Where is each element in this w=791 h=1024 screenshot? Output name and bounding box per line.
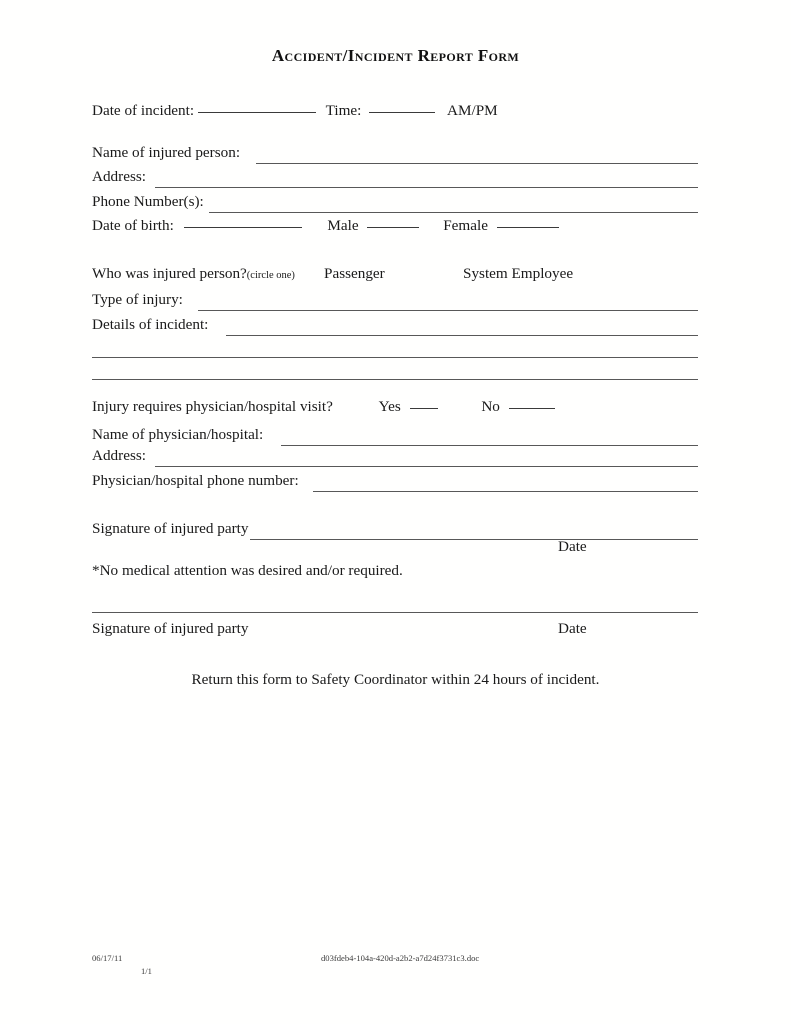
time-input[interactable] [369,112,435,113]
date-of-incident-label: Date of incident: [92,102,195,119]
yes-checkbox-blank[interactable] [410,408,438,409]
circle-one-note: (circle one) [246,270,295,281]
phone-numbers-label: Phone Number(s): [92,193,204,210]
name-of-physician-input[interactable] [281,445,698,446]
field-row-date-of-incident [92,103,498,118]
type-of-injury-input[interactable] [198,310,698,311]
address-input[interactable] [155,187,698,188]
address-label: Address: [92,168,146,185]
no-medical-attention-note: *No medical attention was desired and/or required. [92,562,403,579]
date-label-1: Date [558,538,587,555]
time-label: Time: [325,102,362,119]
physician-phone-label: Physician/hospital phone number: [92,472,299,489]
no-checkbox-blank[interactable] [509,408,555,409]
footer-filename: d03fdeb4-104a-420d-a2b2-a7d24f3731c3.doc [321,953,480,963]
date-label-2: Date [558,620,587,637]
female-label: Female [443,217,488,234]
ampm-label: AM/PM [447,102,498,119]
footer-page-number: 1/1 [141,966,152,976]
page-title: Accident/Incident Report Form [271,46,520,65]
no-label: No [481,398,500,415]
physician-address-input[interactable] [155,466,698,467]
date-of-incident-input[interactable] [198,112,316,113]
male-checkbox-blank[interactable] [367,227,419,228]
physician-phone-input[interactable] [313,491,698,492]
option-passenger[interactable]: Passenger [324,265,385,282]
phone-numbers-input[interactable] [209,212,698,213]
details-of-incident-input-line-1[interactable] [226,335,698,336]
signature-input-2[interactable] [92,612,698,613]
name-of-physician-label: Name of physician/hospital: [92,426,264,443]
details-of-incident-input-line-2[interactable] [92,357,698,358]
who-was-injured-label: Who was injured person? [92,265,247,282]
date-of-birth-input[interactable] [184,227,302,228]
option-system-employee[interactable]: System Employee [463,265,574,282]
date-of-birth-label: Date of birth: [92,217,174,234]
details-of-incident-input-line-3[interactable] [92,379,698,380]
return-instruction-note: Return this form to Safety Coordinator within 24 hours of incident. [191,671,600,688]
physician-address-label: Address: [92,447,146,464]
signature-label-1: Signature of injured party [92,520,249,537]
type-of-injury-label: Type of injury: [92,291,183,308]
field-row-date-of-birth [92,218,559,233]
details-of-incident-label: Details of incident: [92,316,209,333]
signature-label-2: Signature of injured party [92,620,249,637]
name-of-injured-label: Name of injured person: [92,144,241,161]
male-label: Male [327,217,359,234]
signature-input-1[interactable] [250,539,698,540]
name-of-injured-input[interactable] [256,163,698,164]
yes-label: Yes [378,398,401,415]
who-was-injured-row [92,266,295,282]
physician-visit-row [92,399,555,414]
footer-date: 06/17/11 [92,953,123,963]
physician-visit-label: Injury requires physician/hospital visit? [92,398,333,415]
female-checkbox-blank[interactable] [497,227,559,228]
